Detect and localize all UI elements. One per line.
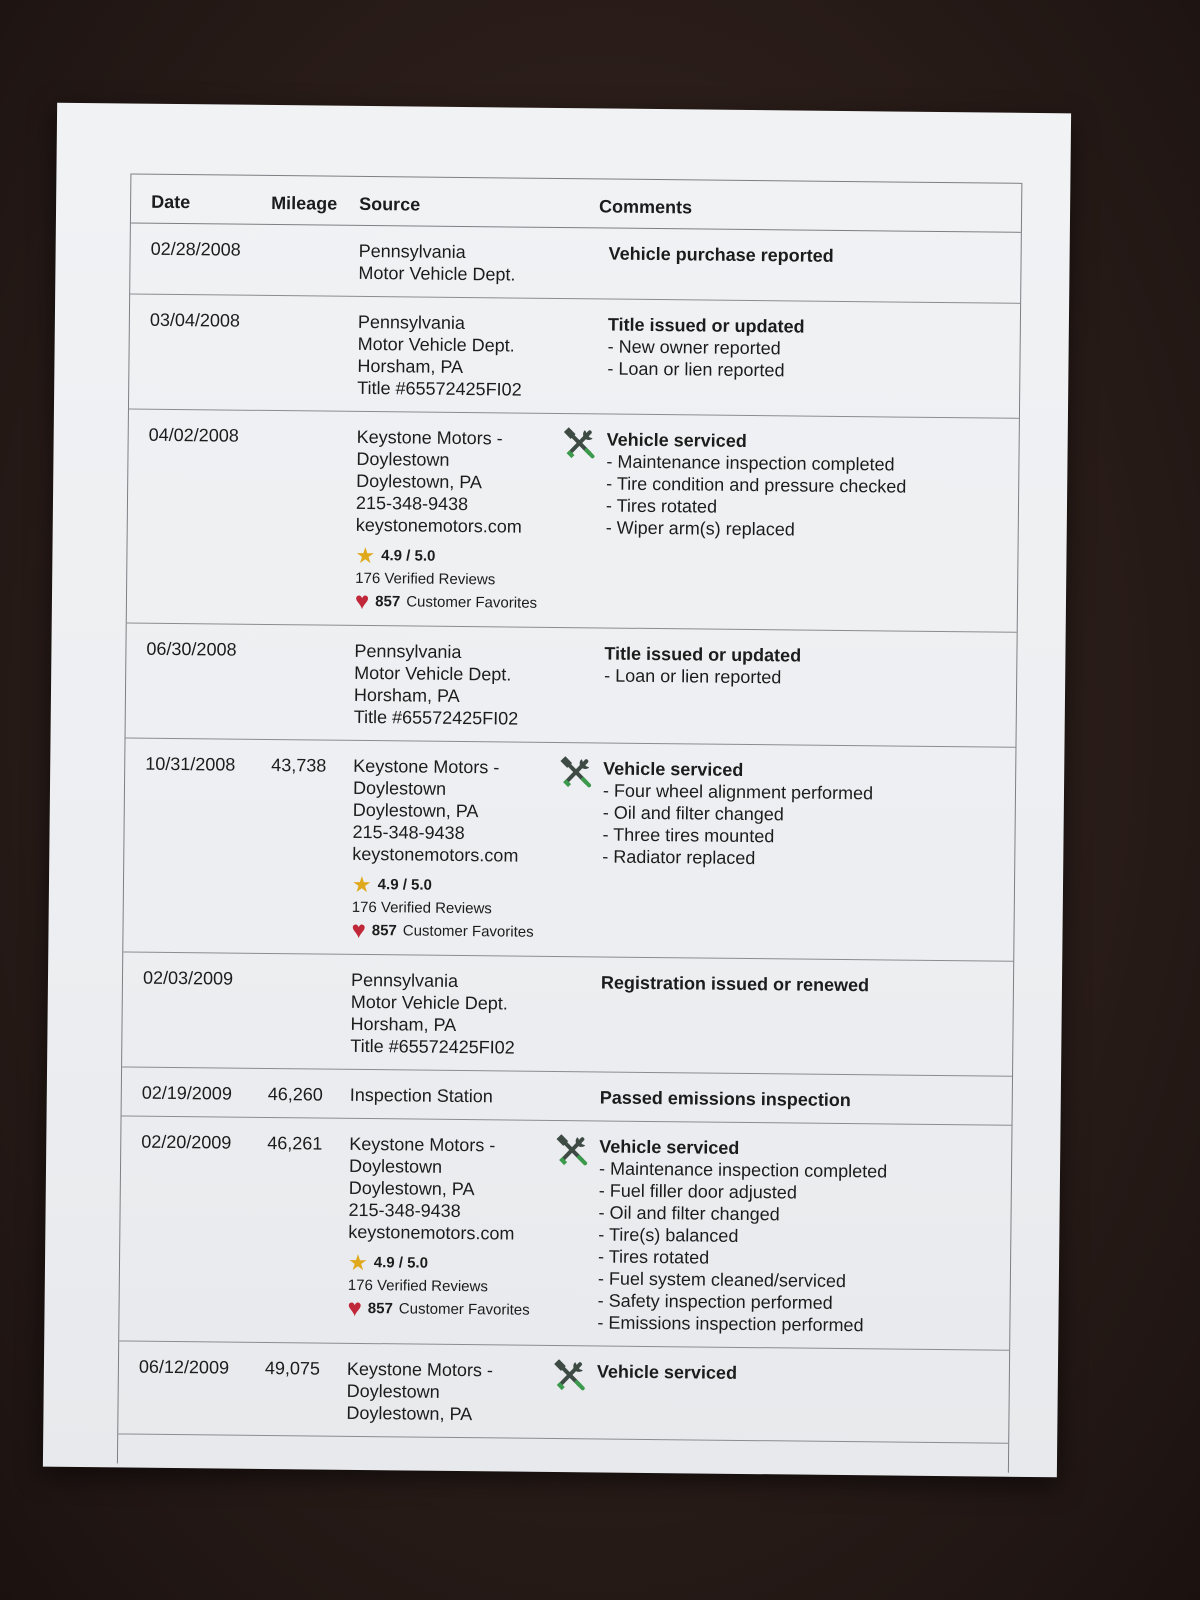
dealer-rating [347,1251,568,1322]
vehicle-history-table [117,173,1022,1472]
mileage-cell [242,954,331,1069]
date-cell: 10/31/2008 [145,753,236,775]
header-source: Source [359,193,421,215]
date-cell: 02/28/2008 [150,238,241,260]
comment-title: Vehicle serviced [599,1136,740,1158]
mileage-cell: 46,261 [267,1132,323,1154]
date-cell: 04/02/2008 [148,424,239,446]
comment-item: - Tire(s) balanced [598,1224,739,1246]
mileage-cell [249,296,338,411]
comment-item: - Three tires mounted [602,824,775,847]
source-line[interactable]: keystonemotors.com [355,514,522,537]
comments-cell [570,1072,1012,1125]
source-line: Title #65572425FI02 [353,706,519,729]
source-line: Horsham, PA [357,355,464,377]
source-cell [331,741,573,957]
star-icon: ★ [355,542,376,568]
source-line: Horsham, PA [350,1013,457,1035]
mileage-cell [247,411,337,625]
source-line: Pennsylvania [354,640,462,662]
table-row [123,738,1015,961]
source-cell [326,1344,567,1439]
favorites-count: 857 [371,922,397,940]
source-line: Doylestown [346,1380,440,1402]
comment-item: - Loan or lien reported [604,665,782,688]
mileage-cell: 43,738 [271,755,327,776]
source-line: Pennsylvania [350,969,459,991]
source-line: Doylestown [352,777,447,799]
source-line: Horsham, PA [353,684,460,706]
source-line: Motor Vehicle Dept. [354,662,512,685]
source-cell [337,297,578,414]
comment-title: Vehicle purchase reported [608,243,834,266]
reviews-count[interactable]: 176 Verified Reviews [347,1276,488,1296]
date-cell: 06/12/2009 [138,1356,230,1378]
source-line: 215-348-9438 [352,821,465,844]
comments-cell [577,299,1020,418]
table-row [126,623,1017,747]
comment-item: - Wiper arm(s) replaced [605,517,795,540]
source-line: Doylestown, PA [352,799,479,822]
comment-item: - Tires rotated [605,495,718,517]
heart-icon: ♥ [354,587,370,615]
table-row [129,295,1020,419]
rating-value: 4.9 / 5.0 [381,547,436,565]
mileage-cell: 46,260 [267,1083,323,1105]
rating-value: 4.9 / 5.0 [373,1254,429,1272]
comment-item: - Oil and filter changed [598,1202,780,1225]
source-line: Motor Vehicle Dept. [350,991,508,1014]
source-line[interactable]: keystonemotors.com [348,1221,515,1244]
source-line: Title #65572425FI02 [350,1035,515,1058]
source-line: Title #65572425FI02 [357,377,522,400]
table-row [127,409,1019,632]
comment-item: - Four wheel alignment performed [602,780,874,804]
mileage-cell: 49,075 [264,1357,321,1379]
star-icon: ★ [347,1249,368,1275]
source-line: Doylestown, PA [356,470,483,493]
favorites-count: 857 [367,1300,393,1318]
date-cell: 02/03/2009 [142,967,234,989]
reviews-count[interactable]: 176 Verified Reviews [351,898,492,918]
comment-title: Title issued or updated [607,314,805,337]
dealer-rating [355,544,576,615]
source-line: Doylestown [348,1155,443,1177]
date-cell: 03/04/2008 [149,309,241,331]
comment-item: - Tires rotated [598,1246,710,1268]
source-cell [335,412,577,628]
source-line: Inspection Station [349,1084,494,1107]
comment-item: - Maintenance inspection completed [606,451,895,475]
wrench-screwdriver-icon [562,426,596,460]
source-cell [334,626,575,743]
rating-value: 4.9 / 5.0 [377,876,433,894]
comment-item: - Tire condition and pressure checked [606,473,907,497]
comment-title: Registration issued or renewed [600,972,870,996]
favorites-label: Customer Favorites [398,1300,530,1319]
source-line: Motor Vehicle Dept. [357,333,515,356]
table-row [118,1341,1009,1443]
header-mileage: Mileage [271,192,338,214]
heart-icon: ♥ [351,916,366,944]
source-line: Keystone Motors - [353,755,500,778]
comment-item: - New owner reported [607,336,781,359]
date-cell: 06/30/2008 [146,638,237,660]
reviews-count[interactable]: 176 Verified Reviews [355,569,496,589]
comments-cell [571,743,1015,961]
source-cell [330,955,571,1072]
comments-cell [578,228,1021,303]
source-cell [338,226,579,299]
comment-item: - Maintenance inspection completed [598,1158,888,1182]
source-line: Keystone Motors - [349,1133,496,1156]
table-body [118,224,1021,1444]
comment-item: - Oil and filter changed [602,802,784,825]
table-row [119,1116,1011,1350]
comments-cell [574,628,1017,747]
wrench-screwdriver-icon [559,755,593,789]
comments-cell [570,957,1013,1076]
source-line: Motor Vehicle Dept. [358,262,516,285]
comment-item: - Fuel system cleaned/serviced [597,1268,847,1292]
comment-item: - Safety inspection performed [597,1290,833,1313]
comment-item: - Fuel filler door adjusted [598,1180,798,1203]
favorites-label: Customer Favorites [406,593,538,612]
mileage-cell [250,225,339,296]
source-line: Doylestown, PA [346,1402,473,1425]
comment-title: Vehicle serviced [603,758,744,780]
source-line: Pennsylvania [358,240,466,263]
source-line: 215-348-9438 [355,492,469,515]
mileage-cell [246,625,335,740]
table-row [122,952,1013,1076]
comment-title: Vehicle serviced [596,1361,738,1383]
comments-cell [567,1121,1011,1350]
source-line: Doylestown, PA [348,1177,475,1200]
favorites-label: Customer Favorites [402,922,534,941]
source-line: Keystone Motors - [356,426,503,449]
star-icon: ★ [351,871,372,897]
heart-icon: ♥ [347,1294,362,1322]
wrench-screwdriver-icon [553,1358,587,1392]
header-date: Date [151,191,191,213]
source-line: Keystone Motors - [346,1358,494,1381]
dealer-rating [351,873,572,944]
comment-title: Passed emissions inspection [599,1087,851,1111]
date-cell: 02/20/2009 [141,1131,232,1153]
source-cell [330,1070,570,1121]
source-line: Pennsylvania [357,311,466,334]
comments-cell [575,414,1019,632]
comments-cell [566,1346,1009,1443]
paper-sheet [43,103,1071,1478]
comment-item: - Radiator replaced [602,846,756,869]
source-line[interactable]: keystonemotors.com [352,843,519,866]
source-line: Doylestown [356,448,450,470]
table-row [130,224,1021,304]
comment-item: - Emissions inspection performed [597,1312,864,1336]
comment-title: Vehicle serviced [606,429,747,451]
header-comments: Comments [599,196,693,218]
source-line: 215-348-9438 [348,1199,461,1222]
comment-item: - Loan or lien reported [607,358,785,381]
source-cell [327,1119,569,1346]
comment-title: Title issued or updated [604,643,802,666]
date-cell: 02/19/2009 [141,1082,233,1104]
favorites-count: 857 [375,593,401,611]
wrench-screwdriver-icon [555,1133,589,1167]
